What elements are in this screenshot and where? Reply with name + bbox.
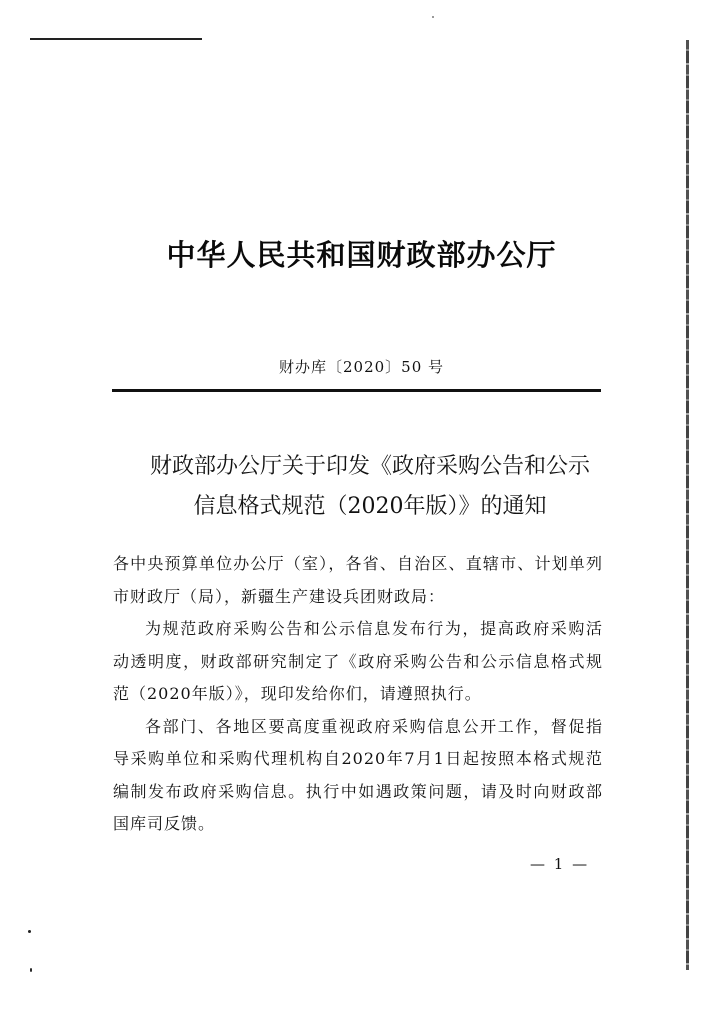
page-number: — 1 — xyxy=(530,855,590,873)
scan-top-rule xyxy=(30,38,202,40)
document-number: 财办库〔2020〕50 号 xyxy=(278,358,445,376)
body-paragraph: 为规范政府采购公告和公示信息发布行为，提高政府采购活动透明度，财政部研究制定了《政府采购公告和公示信息格式规范（2020年版）》，现印发给你们，请遵照执行。 xyxy=(113,619,603,703)
scan-right-edge xyxy=(686,40,689,970)
scan-speck xyxy=(28,930,31,933)
issuing-authority: 中华人民共和国财政部办公厅 xyxy=(166,238,557,272)
body-paragraph: 各部门、各地区要高度重视政府采购信息公开工作，督促指导采购单位和采购代理机构自2020年7月1日起按照本格式规范编制发布政府采购信息。执行中如遇政策问题，请及时向财政部国库司反馈。 xyxy=(113,716,603,833)
title-line: 信息格式规范（2020年版）》的通知 xyxy=(193,494,547,519)
title-line: 财政部办公厅关于印发《政府采购公告和公示 xyxy=(149,454,590,479)
scan-speck xyxy=(30,968,32,972)
addressee: 各中央预算单位办公厅（室），各省、自治区、直辖市、计划单列市财政厅（局），新疆生产建设兵团财政局： xyxy=(113,554,603,606)
document-title xyxy=(80,447,660,527)
header-separator xyxy=(112,389,601,392)
scan-speck xyxy=(432,16,434,18)
document-body xyxy=(113,548,603,841)
